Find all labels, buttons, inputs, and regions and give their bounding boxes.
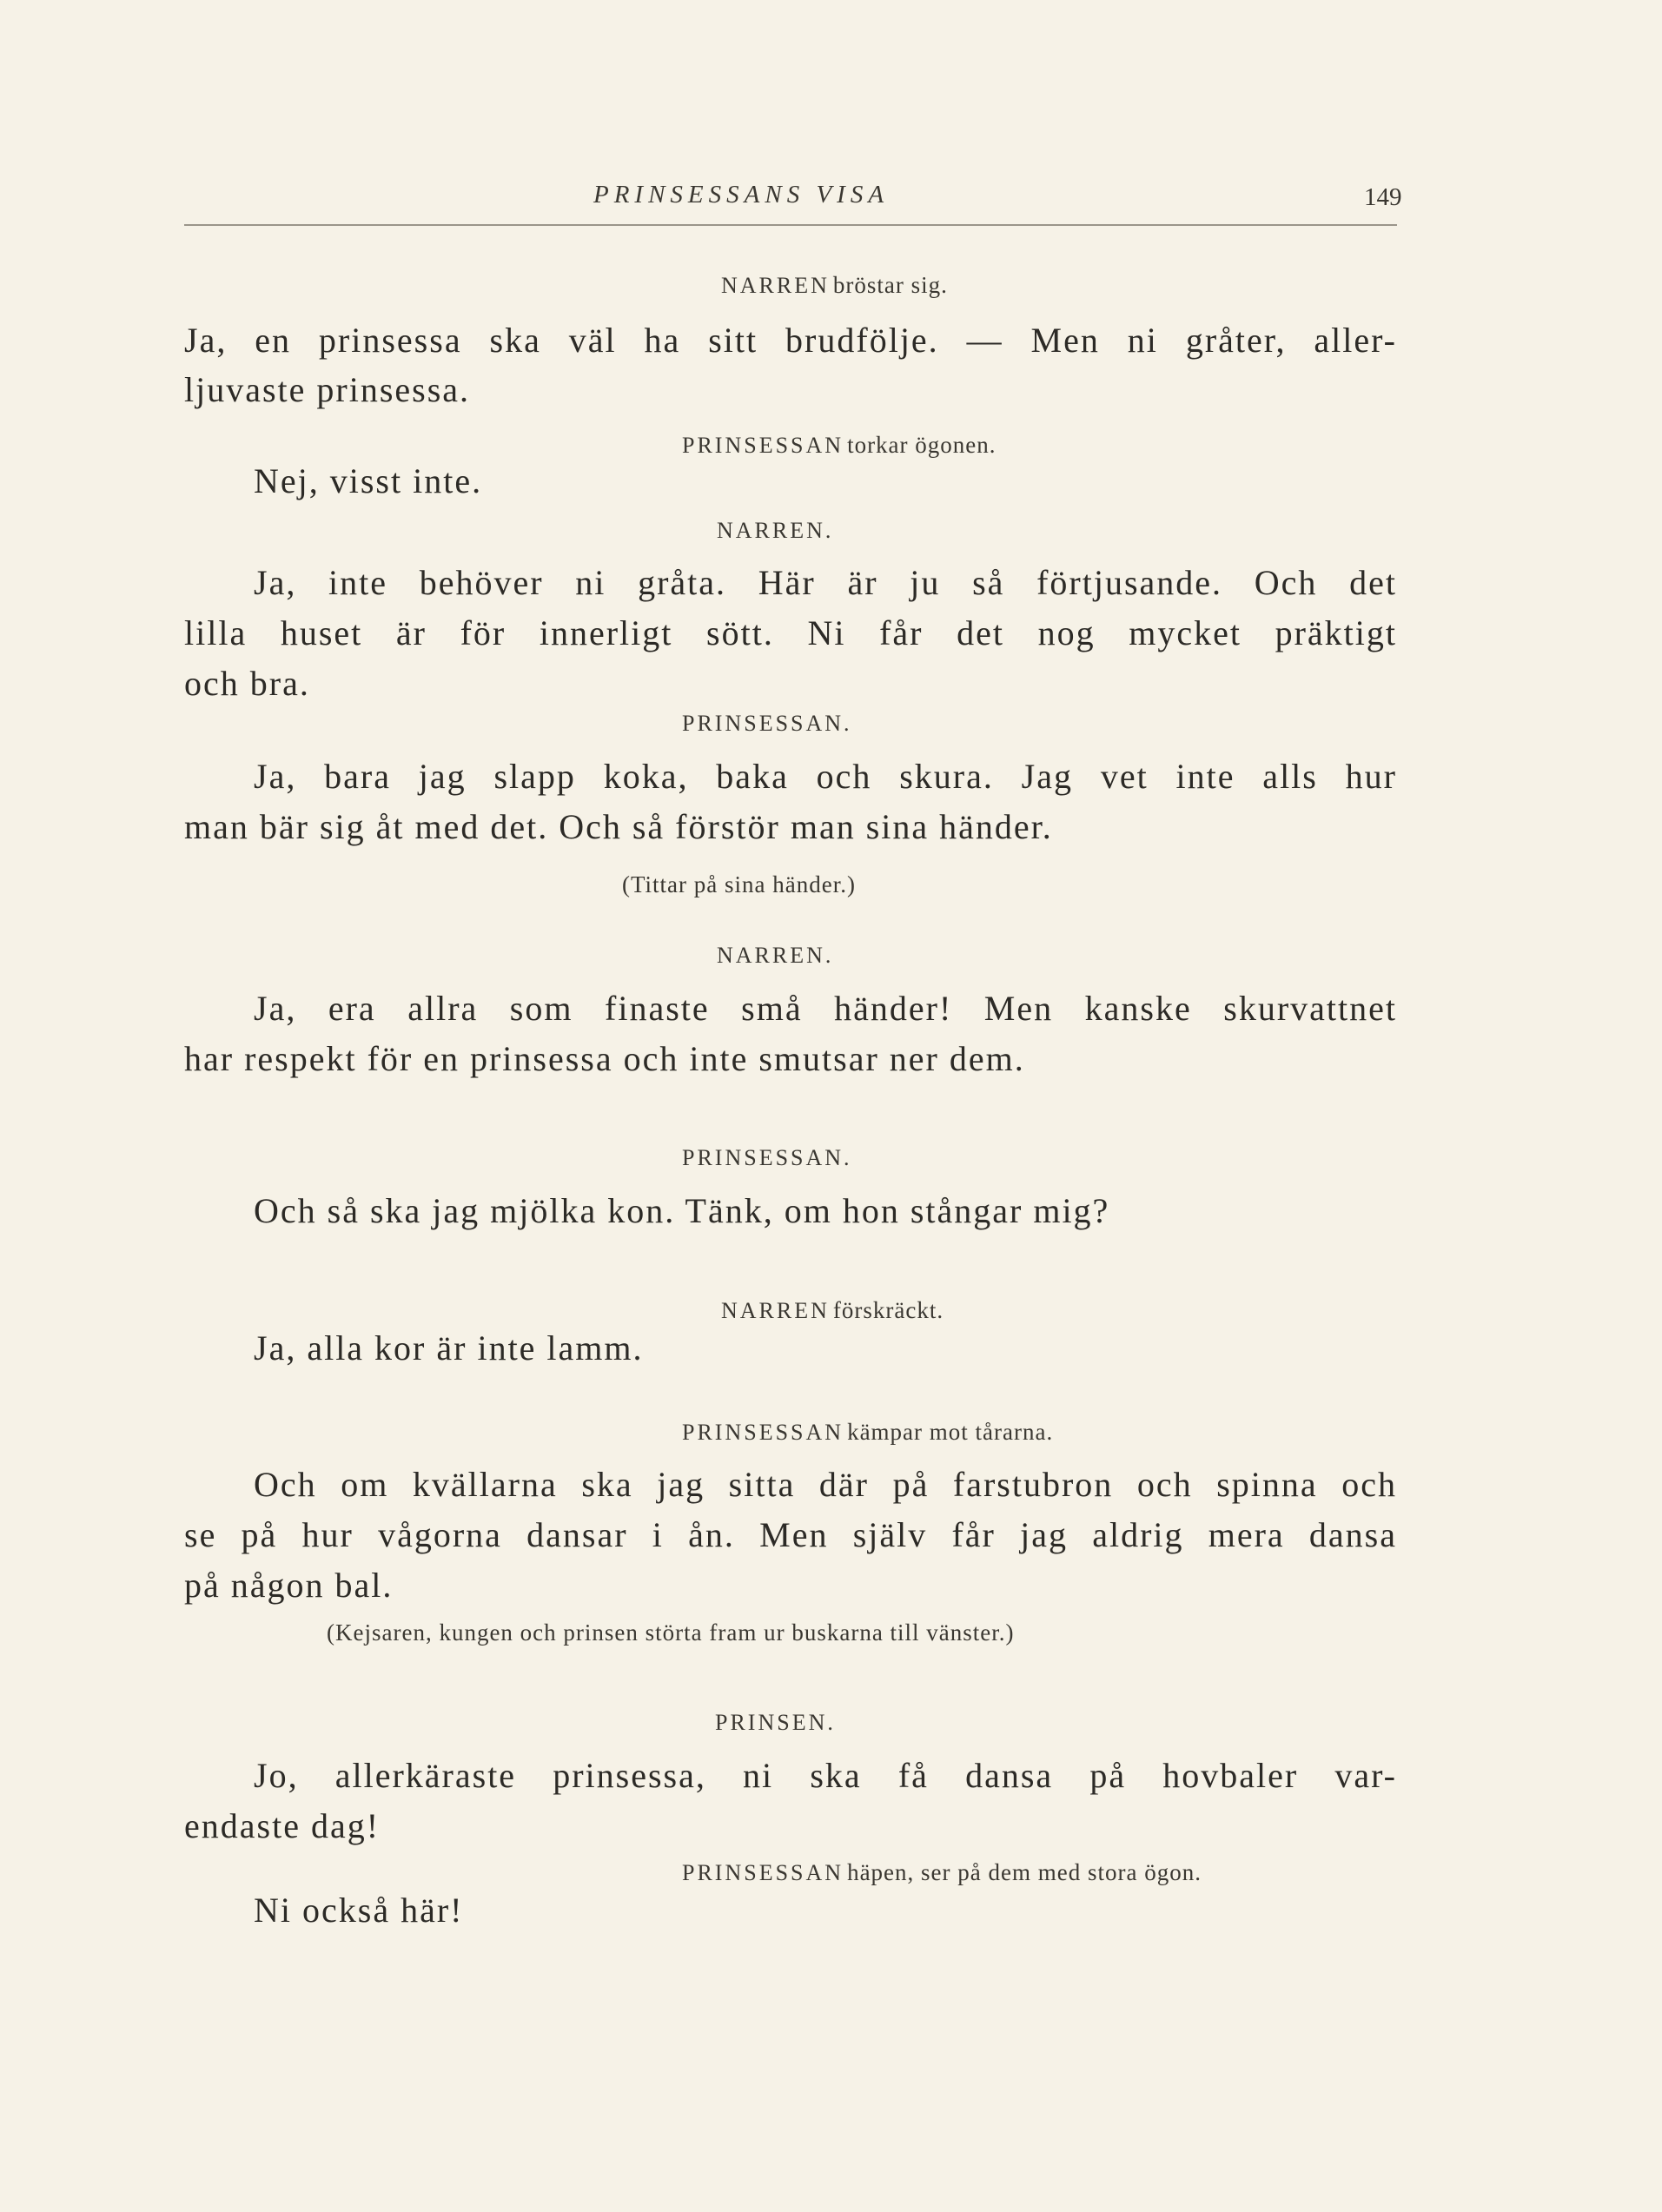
stage-direction: kämpar mot tårarna.	[847, 1419, 1054, 1445]
dialogue-line: endaste dag!	[184, 1806, 381, 1845]
header-rule	[184, 224, 1397, 226]
dialogue-line: på någon bal.	[184, 1566, 394, 1605]
dialogue-line: ljuvaste prinsessa.	[184, 370, 471, 409]
speaker-name: NARREN.	[717, 943, 834, 968]
speaker-heading	[682, 1145, 852, 1171]
dialogue-line: Ja, en prinsessa ska väl ha sitt brudfölje. — Men ni gråter, aller-	[184, 321, 1397, 360]
dialogue-line: lilla huset är för innerligt sött. Ni får det nog mycket präktigt	[184, 613, 1397, 652]
stage-direction: torkar ögonen.	[847, 432, 997, 458]
running-title: PRINSESSANS VISA	[593, 181, 890, 209]
stage-direction: häpen, ser på dem med stora ögon.	[847, 1859, 1202, 1885]
speaker-name: PRINSESSAN.	[682, 711, 852, 736]
dialogue-line: har respekt för en prinsessa och inte smutsar ner dem.	[184, 1039, 1025, 1078]
stage-direction: förskräckt.	[832, 1297, 944, 1323]
stage-direction: (Tittar på sina händer.)	[622, 871, 856, 897]
speaker-name: PRINSEN.	[715, 1710, 836, 1735]
dialogue-line: Ni också här!	[254, 1891, 464, 1930]
speaker-name: PRINSESSAN	[682, 1860, 844, 1885]
dialogue-line: man bär sig åt med det. Och så förstör man sina händer.	[184, 807, 1053, 846]
page-number: 149	[1364, 183, 1402, 211]
speaker-name: NARREN	[721, 1298, 830, 1323]
dialogue-line: Ja, inte behöver ni gråta. Här är ju så förtjusande. Och det	[254, 563, 1397, 602]
speaker-heading	[682, 1419, 1053, 1446]
speaker-heading	[682, 711, 852, 737]
dialogue-line: se på hur vågorna dansar i ån. Men själv får jag aldrig mera dansa	[184, 1515, 1397, 1554]
dialogue-line: Jo, allerkäraste prinsessa, ni ska få dansa på hovbaler var-	[254, 1756, 1397, 1795]
dialogue-line: Ja, era allra som finaste små händer! Men kanske skurvattnet	[254, 989, 1397, 1028]
speaker-heading	[721, 1297, 944, 1324]
stage-direction: (Kejsaren, kungen och prinsen störta fram ur buskarna till vänster.)	[327, 1619, 1015, 1646]
dialogue-line: Nej, visst inte.	[254, 461, 483, 500]
speaker-name: PRINSESSAN.	[682, 1145, 852, 1170]
dialogue-line: Ja, bara jag slapp koka, baka och skura. Jag vet inte alls hur	[254, 757, 1397, 796]
dialogue-line: Och så ska jag mjölka kon. Tänk, om hon stångar mig?	[254, 1191, 1110, 1230]
speaker-name: PRINSESSAN	[682, 433, 844, 458]
speaker-heading	[721, 272, 948, 299]
speaker-heading	[682, 1859, 1202, 1886]
stage-direction: bröstar sig.	[832, 272, 948, 298]
dialogue-line: Ja, alla kor är inte lamm.	[254, 1328, 644, 1368]
dialogue-line: och bra.	[184, 664, 310, 703]
speaker-heading	[715, 1710, 836, 1736]
speaker-name: PRINSESSAN	[682, 1420, 844, 1445]
speaker-name: NARREN.	[717, 518, 834, 543]
speaker-heading	[717, 943, 833, 969]
dialogue-line: Och om kvällarna ska jag sitta där på farstubron och spinna och	[254, 1465, 1397, 1504]
speaker-heading	[682, 432, 997, 459]
speaker-name: NARREN	[721, 273, 830, 298]
speaker-heading	[717, 518, 833, 544]
